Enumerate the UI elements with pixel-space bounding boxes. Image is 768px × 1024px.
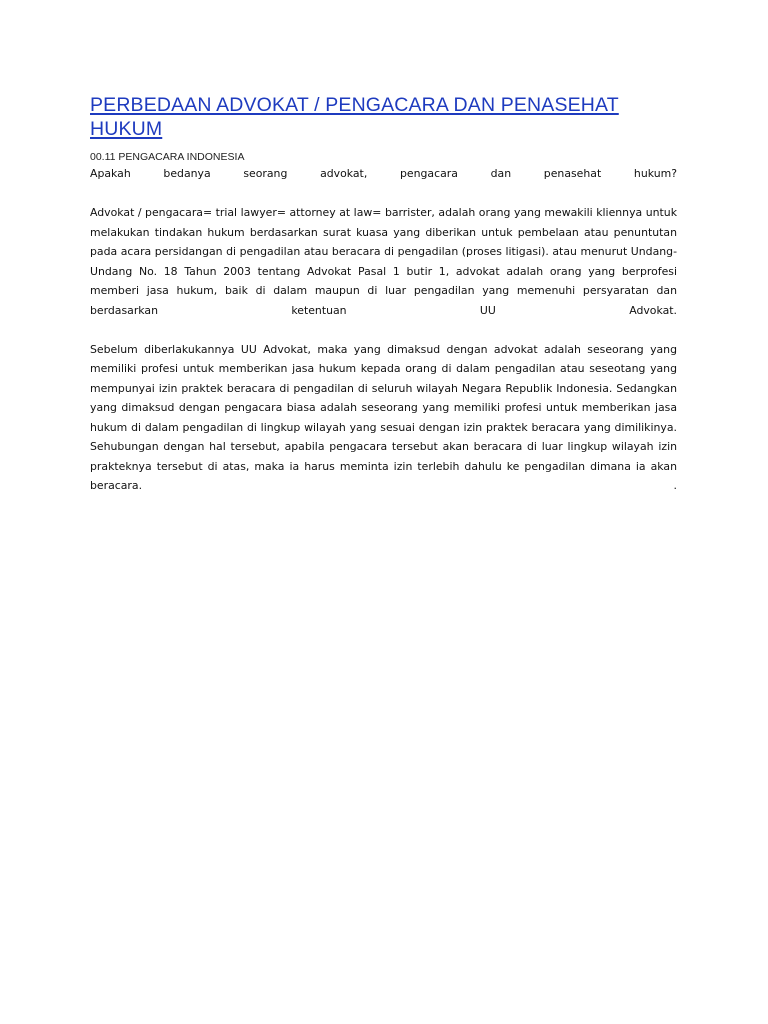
article-body <box>90 164 677 496</box>
paragraph-question: Apakah bedanya seorang advokat, pengacara dan penasehat hukum? <box>90 167 677 180</box>
paragraph-history: Sebelum diberlakukannya UU Advokat, maka yang dimaksud dengan advokat adalah seseorang yang memiliki profesi untuk memberikan jasa hukum kepada orang di dalam pengadilan atau seseotang yang mempunyai izin praktek beracara di pengadilan di seluruh wilayah Negara Republik Indonesia. Sedangkan yang dimaksud dengan pengacara biasa adalah seseorang yang memiliki profesi untuk memberikan jasa hukum di dalam pengadilan di lingkup wilayah yang sesuai dengan izin praktek beracara yang dimilikinya. Sehubungan dengan hal tersebut, apabila pengacara tersebut akan beracara di luar lingkup wilayah izin prakteknya tersebut di atas, maka ia harus meminta izin terlebih dahulu ke pengadilan dimana ia akan beracara. . <box>90 342 677 492</box>
article-title-link[interactable]: PERBEDAAN ADVOKAT / PENGACARA DAN PENASEHAT HUKUM <box>90 94 619 140</box>
post-meta: 00.11 PENGACARA INDONESIA <box>90 151 245 163</box>
paragraph-definition: Advokat / pengacara= trial lawyer= attorney at law= barrister, adalah orang yang mewakili kliennya untuk melakukan tindakan hukum berdasarkan surat kuasa yang diberikan untuk pembelaan atau penuntutan pada acara persidangan di pengadilan atau beracara di pengadilan (proses litigasi). atau menurut Undang-Undang No. 18 Tahun 2003 tentang Advokat Pasal 1 butir 1, advokat adalah orang yang berprofesi memberi jasa hukum, baik di dalam maupun di luar pengadilan yang memenuhi persyaratan dan berdasarkan ketentuan UU Advokat. <box>90 206 677 317</box>
